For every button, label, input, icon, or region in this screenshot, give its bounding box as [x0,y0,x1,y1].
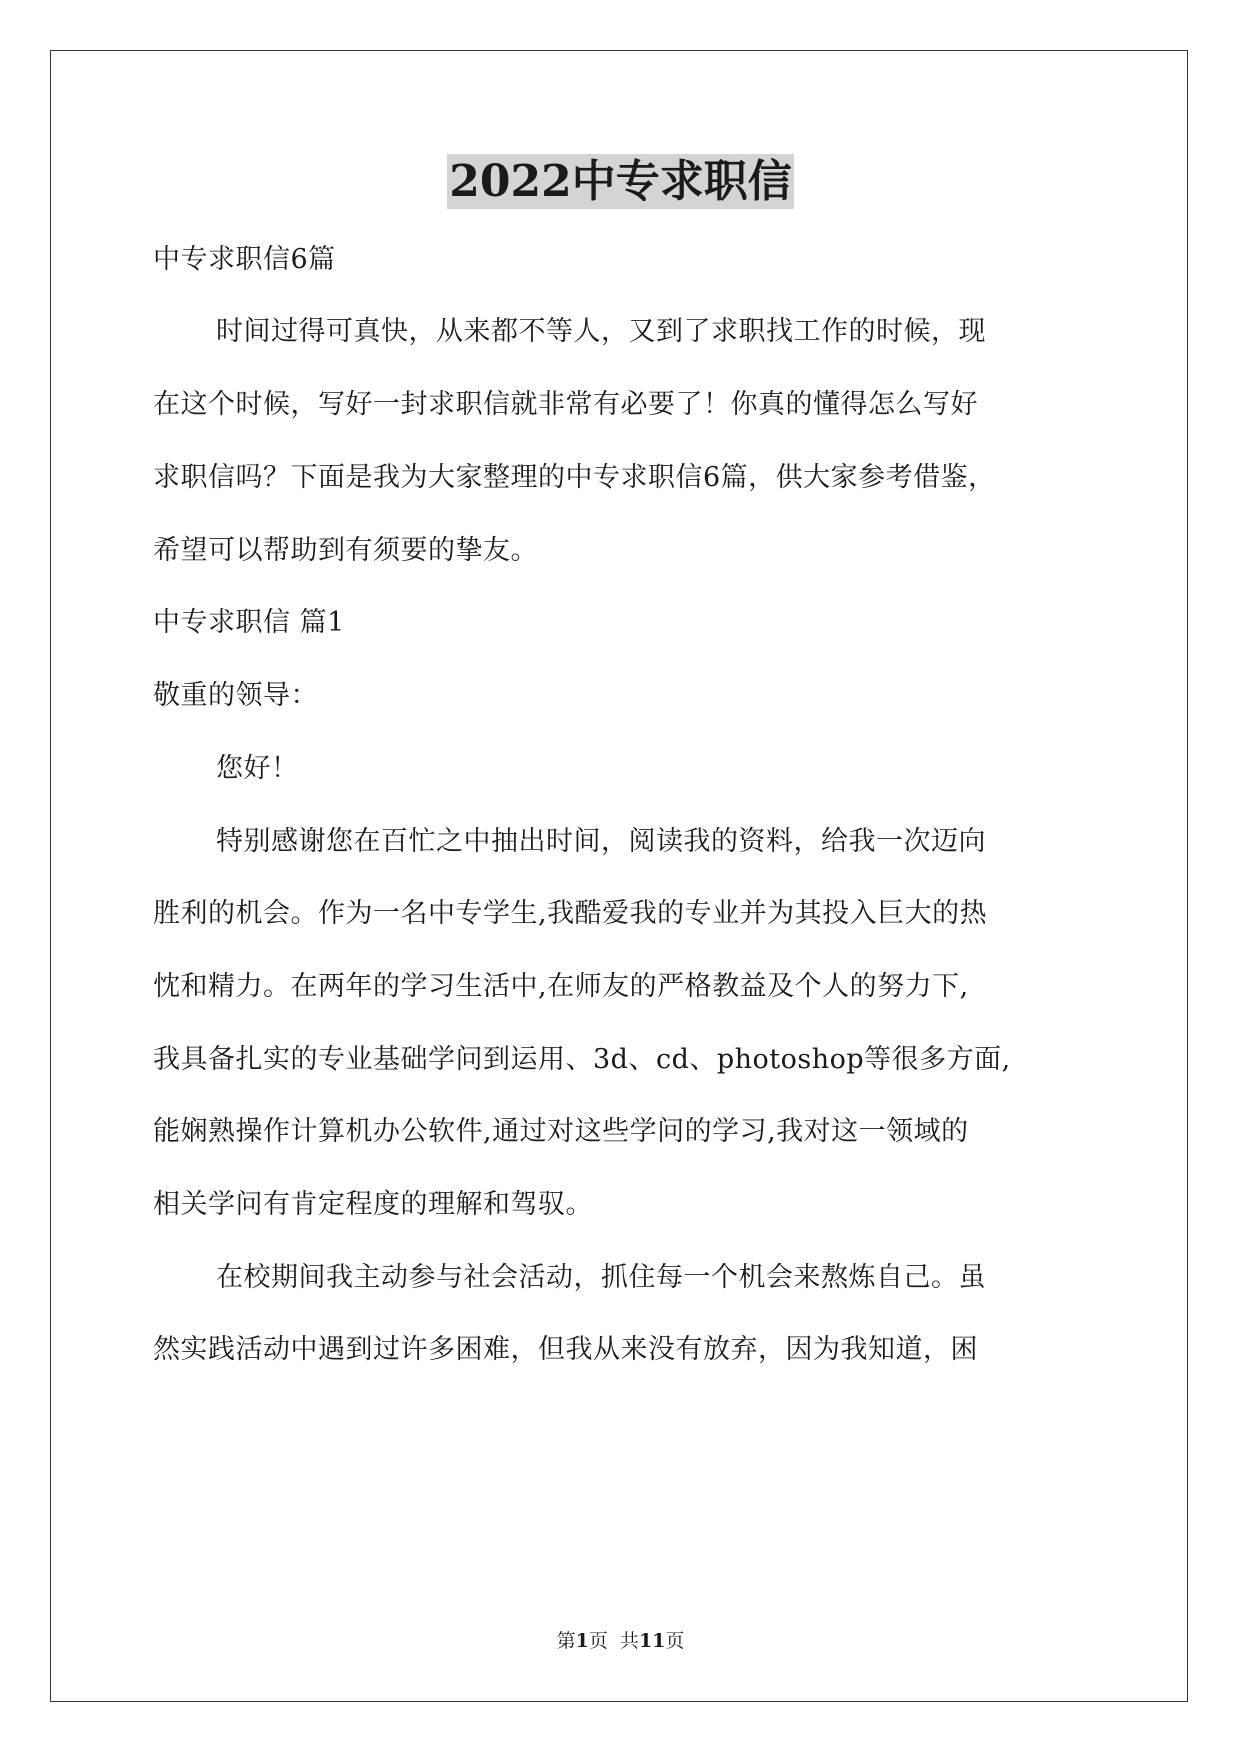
paragraph-line: 相关学问有肯定程度的理解和驾驭。 [153,1189,593,1220]
footer-total-pages: 11 [638,1630,666,1652]
paragraph-line: 能娴熟操作计算机办公软件,通过对这些学问的学习,我对这一领域的 [153,1116,969,1147]
paragraph-line: 在这个时候，写好一封求职信就非常有必要了！你真的懂得怎么写好 [153,389,978,420]
greeting: 您好！ [216,753,299,784]
paragraph-line: 胜利的机会。作为一名中专学生,我酷爱我的专业并为其投入巨大的热 [153,898,988,929]
document-title-text: 2022中专求职信 [449,156,792,207]
paragraph-line: 时间过得可真快，从来都不等人，又到了求职找工作的时候，现 [216,316,986,347]
document-title [0,150,1241,214]
paragraph-line: 希望可以帮助到有须要的挚友。 [153,535,538,566]
paragraph-line: 在校期间我主动参与社会活动，抓住每一个机会来熬炼自己。虽 [216,1262,986,1293]
page-footer [0,1627,1241,1655]
paragraph-line: 特别感谢您在百忙之中抽出时间，阅读我的资料，给我一次迈向 [216,826,986,857]
paragraph-line: 忱和精力。在两年的学习生活中,在师友的严格教益及个人的努力下, [153,971,969,1002]
paragraph-line: 我具备扎实的专业基础学问到运用、3d、cd、photoshop等很多方面, [153,1044,1011,1075]
footer-suffix: 页 [665,1630,685,1652]
subtitle-line: 中专求职信6篇 [153,244,336,275]
paragraph-line: 求职信吗？下面是我为大家整理的中专求职信6篇，供大家参考借鉴， [153,462,996,493]
footer-current-page: 1 [575,1630,589,1652]
footer-mid: 页 共 [588,1630,639,1652]
salutation: 敬重的领导： [153,680,318,711]
paragraph-line: 然实践活动中遇到过许多困难，但我从来没有放弃，因为我知道，困 [153,1334,978,1365]
page-border [50,50,1188,1702]
footer-prefix: 第 [556,1630,576,1652]
section-heading: 中专求职信 篇1 [153,607,345,638]
